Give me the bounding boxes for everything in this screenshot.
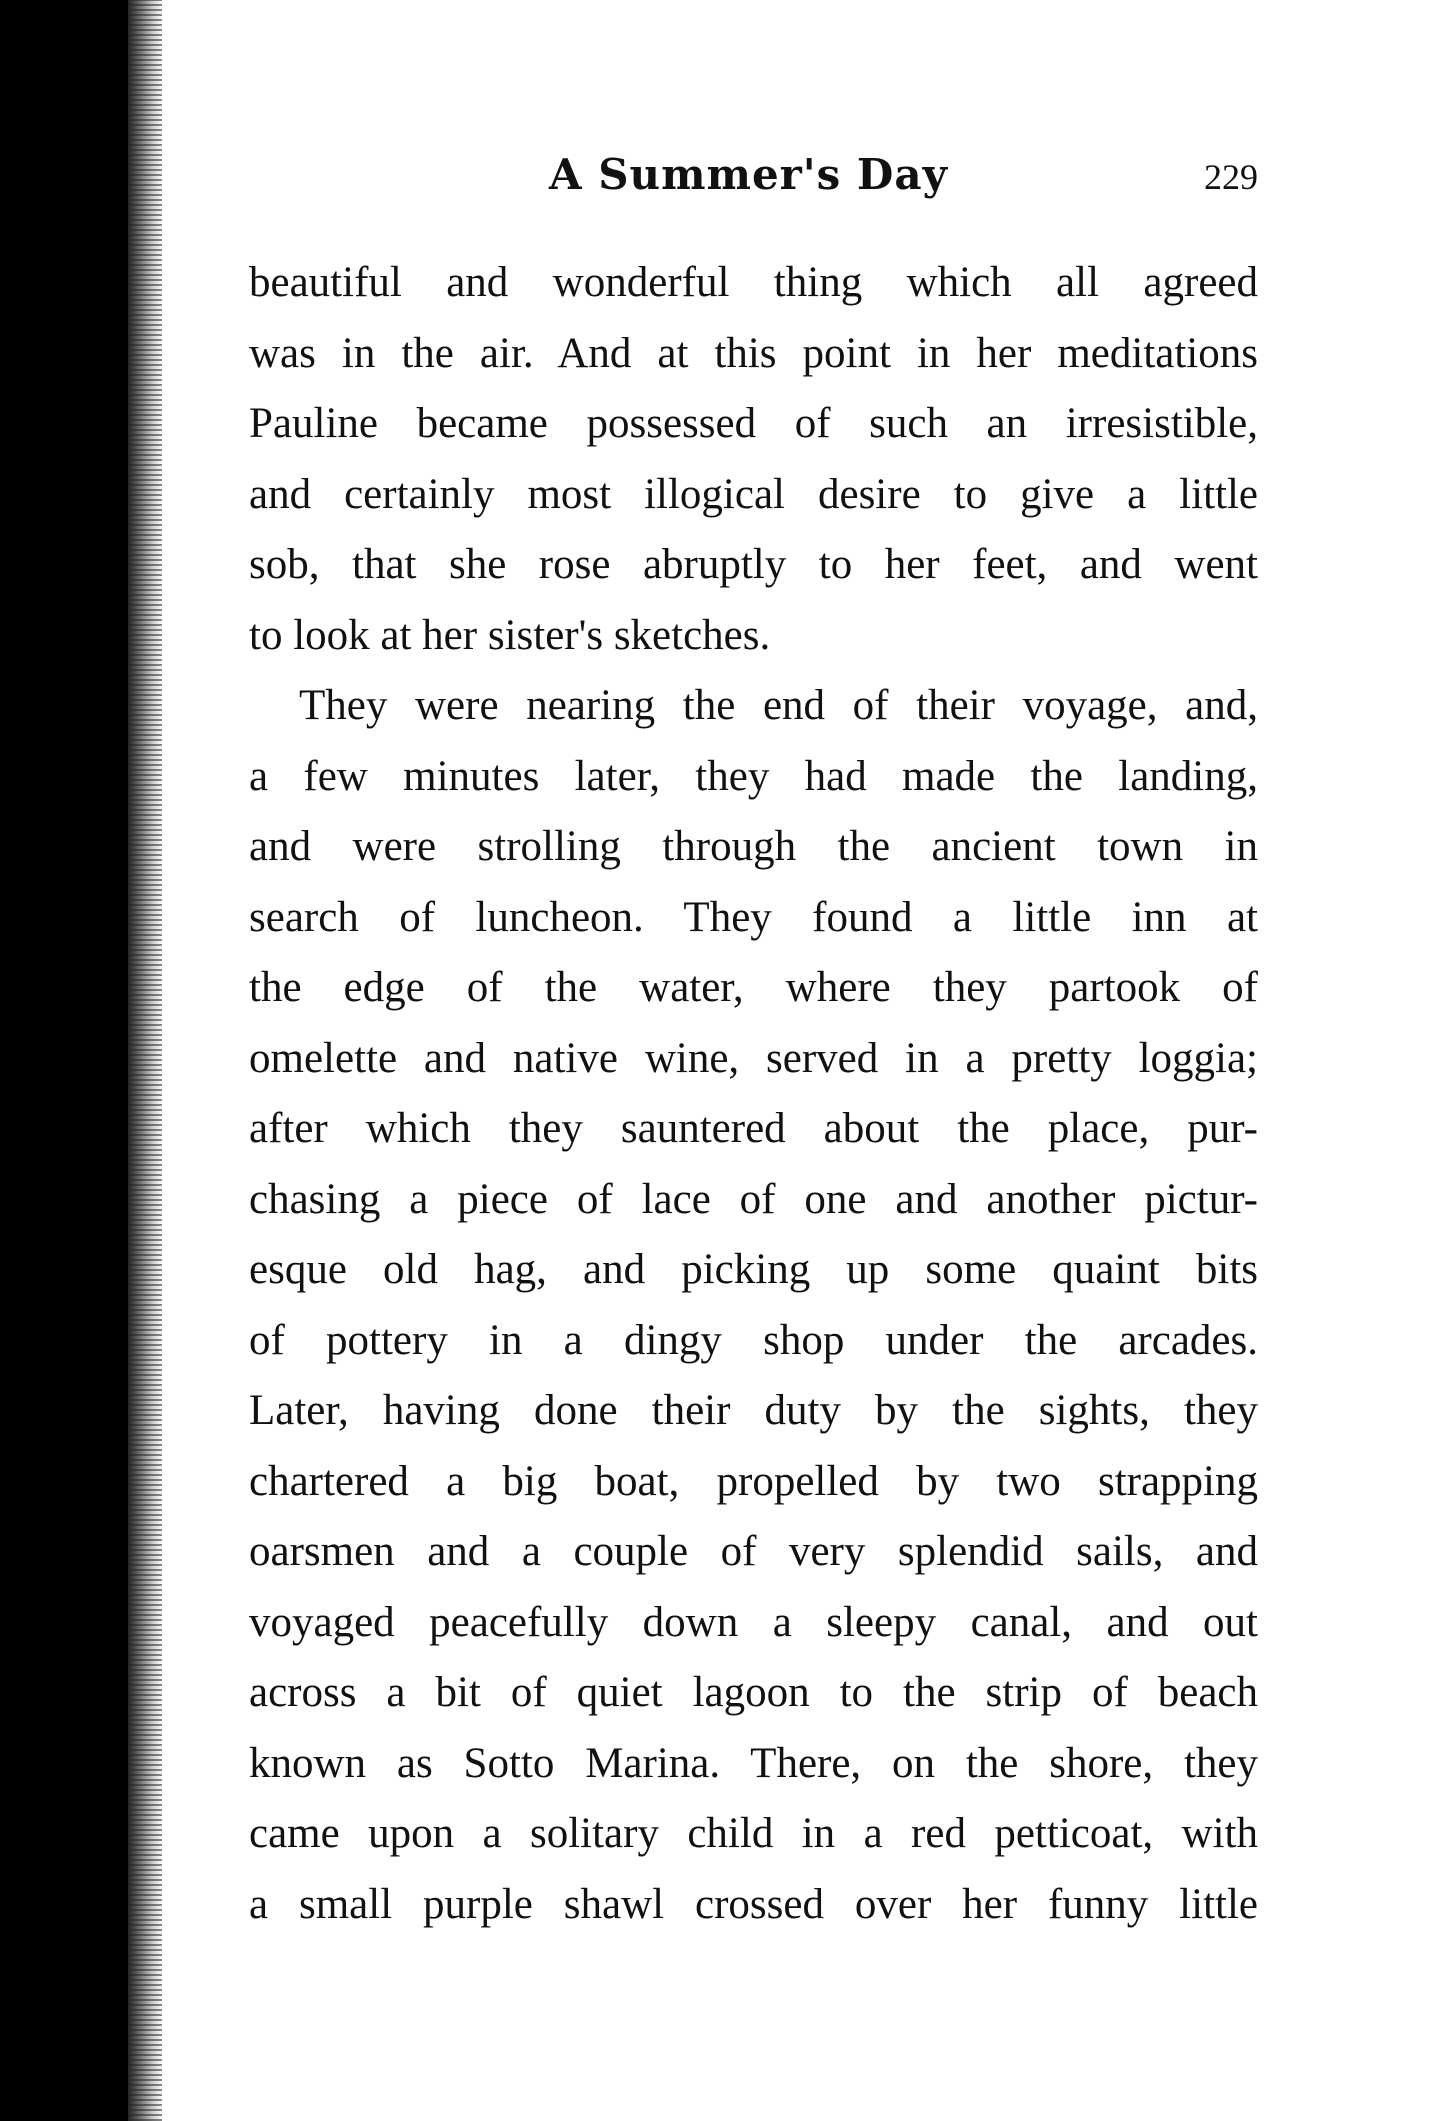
running-header	[249, 150, 1258, 210]
text-line: voyaged peacefully down a sleepy canal, and out	[249, 1598, 1258, 1646]
text-line: oarsmen and a couple of very splendid sails, and	[249, 1528, 1258, 1575]
text-line: of pottery in a dingy shop under the arcades.	[249, 1316, 1258, 1364]
text-line: They were nearing the end of their voyage, and,	[299, 682, 1258, 729]
running-title: A Summer's Day	[549, 150, 948, 199]
text-line: beautiful and wonderful thing which all agreed	[249, 259, 1258, 306]
text-line: Pauline became possessed of such an irresistible,	[249, 400, 1258, 447]
text-line: esque old hag, and picking up some quaint bits	[249, 1246, 1258, 1293]
text-line: and certainly most illogical desire to give a little	[249, 470, 1258, 518]
text-line: a small purple shawl crossed over her funny little	[249, 1880, 1258, 1928]
text-line: search of luncheon. They found a little inn at	[249, 893, 1258, 941]
text-line: sob, that she rose abruptly to her feet, and went	[249, 541, 1258, 588]
scanned-book-spine-shadow	[0, 0, 128, 2121]
text-line: to look at her sister's sketches.	[249, 611, 771, 659]
page-number: 229	[1204, 157, 1258, 197]
text-line: a few minutes later, they had made the landing,	[249, 752, 1258, 800]
text-line: known as Sotto Marina. There, on the shore, they	[249, 1739, 1258, 1787]
text-line: and were strolling through the ancient town in	[249, 823, 1258, 870]
text-line: Later, having done their duty by the sights, they	[249, 1387, 1258, 1434]
text-line: across a bit of quiet lagoon to the strip of beach	[249, 1669, 1258, 1716]
text-line: chasing a piece of lace of one and another pictur-	[249, 1175, 1258, 1223]
text-line: omelette and native wine, served in a pretty loggia;	[249, 1034, 1258, 1082]
text-line: came upon a solitary child in a red petticoat, with	[249, 1810, 1258, 1857]
text-line: chartered a big boat, propelled by two strapping	[249, 1457, 1258, 1505]
spine-edge-noise	[128, 0, 162, 2121]
text-line: after which they sauntered about the place, pur-	[249, 1105, 1258, 1152]
text-line: was in the air. And at this point in her meditations	[249, 329, 1258, 377]
text-line: the edge of the water, where they partook of	[249, 964, 1258, 1011]
page-body-text	[249, 248, 1258, 1940]
